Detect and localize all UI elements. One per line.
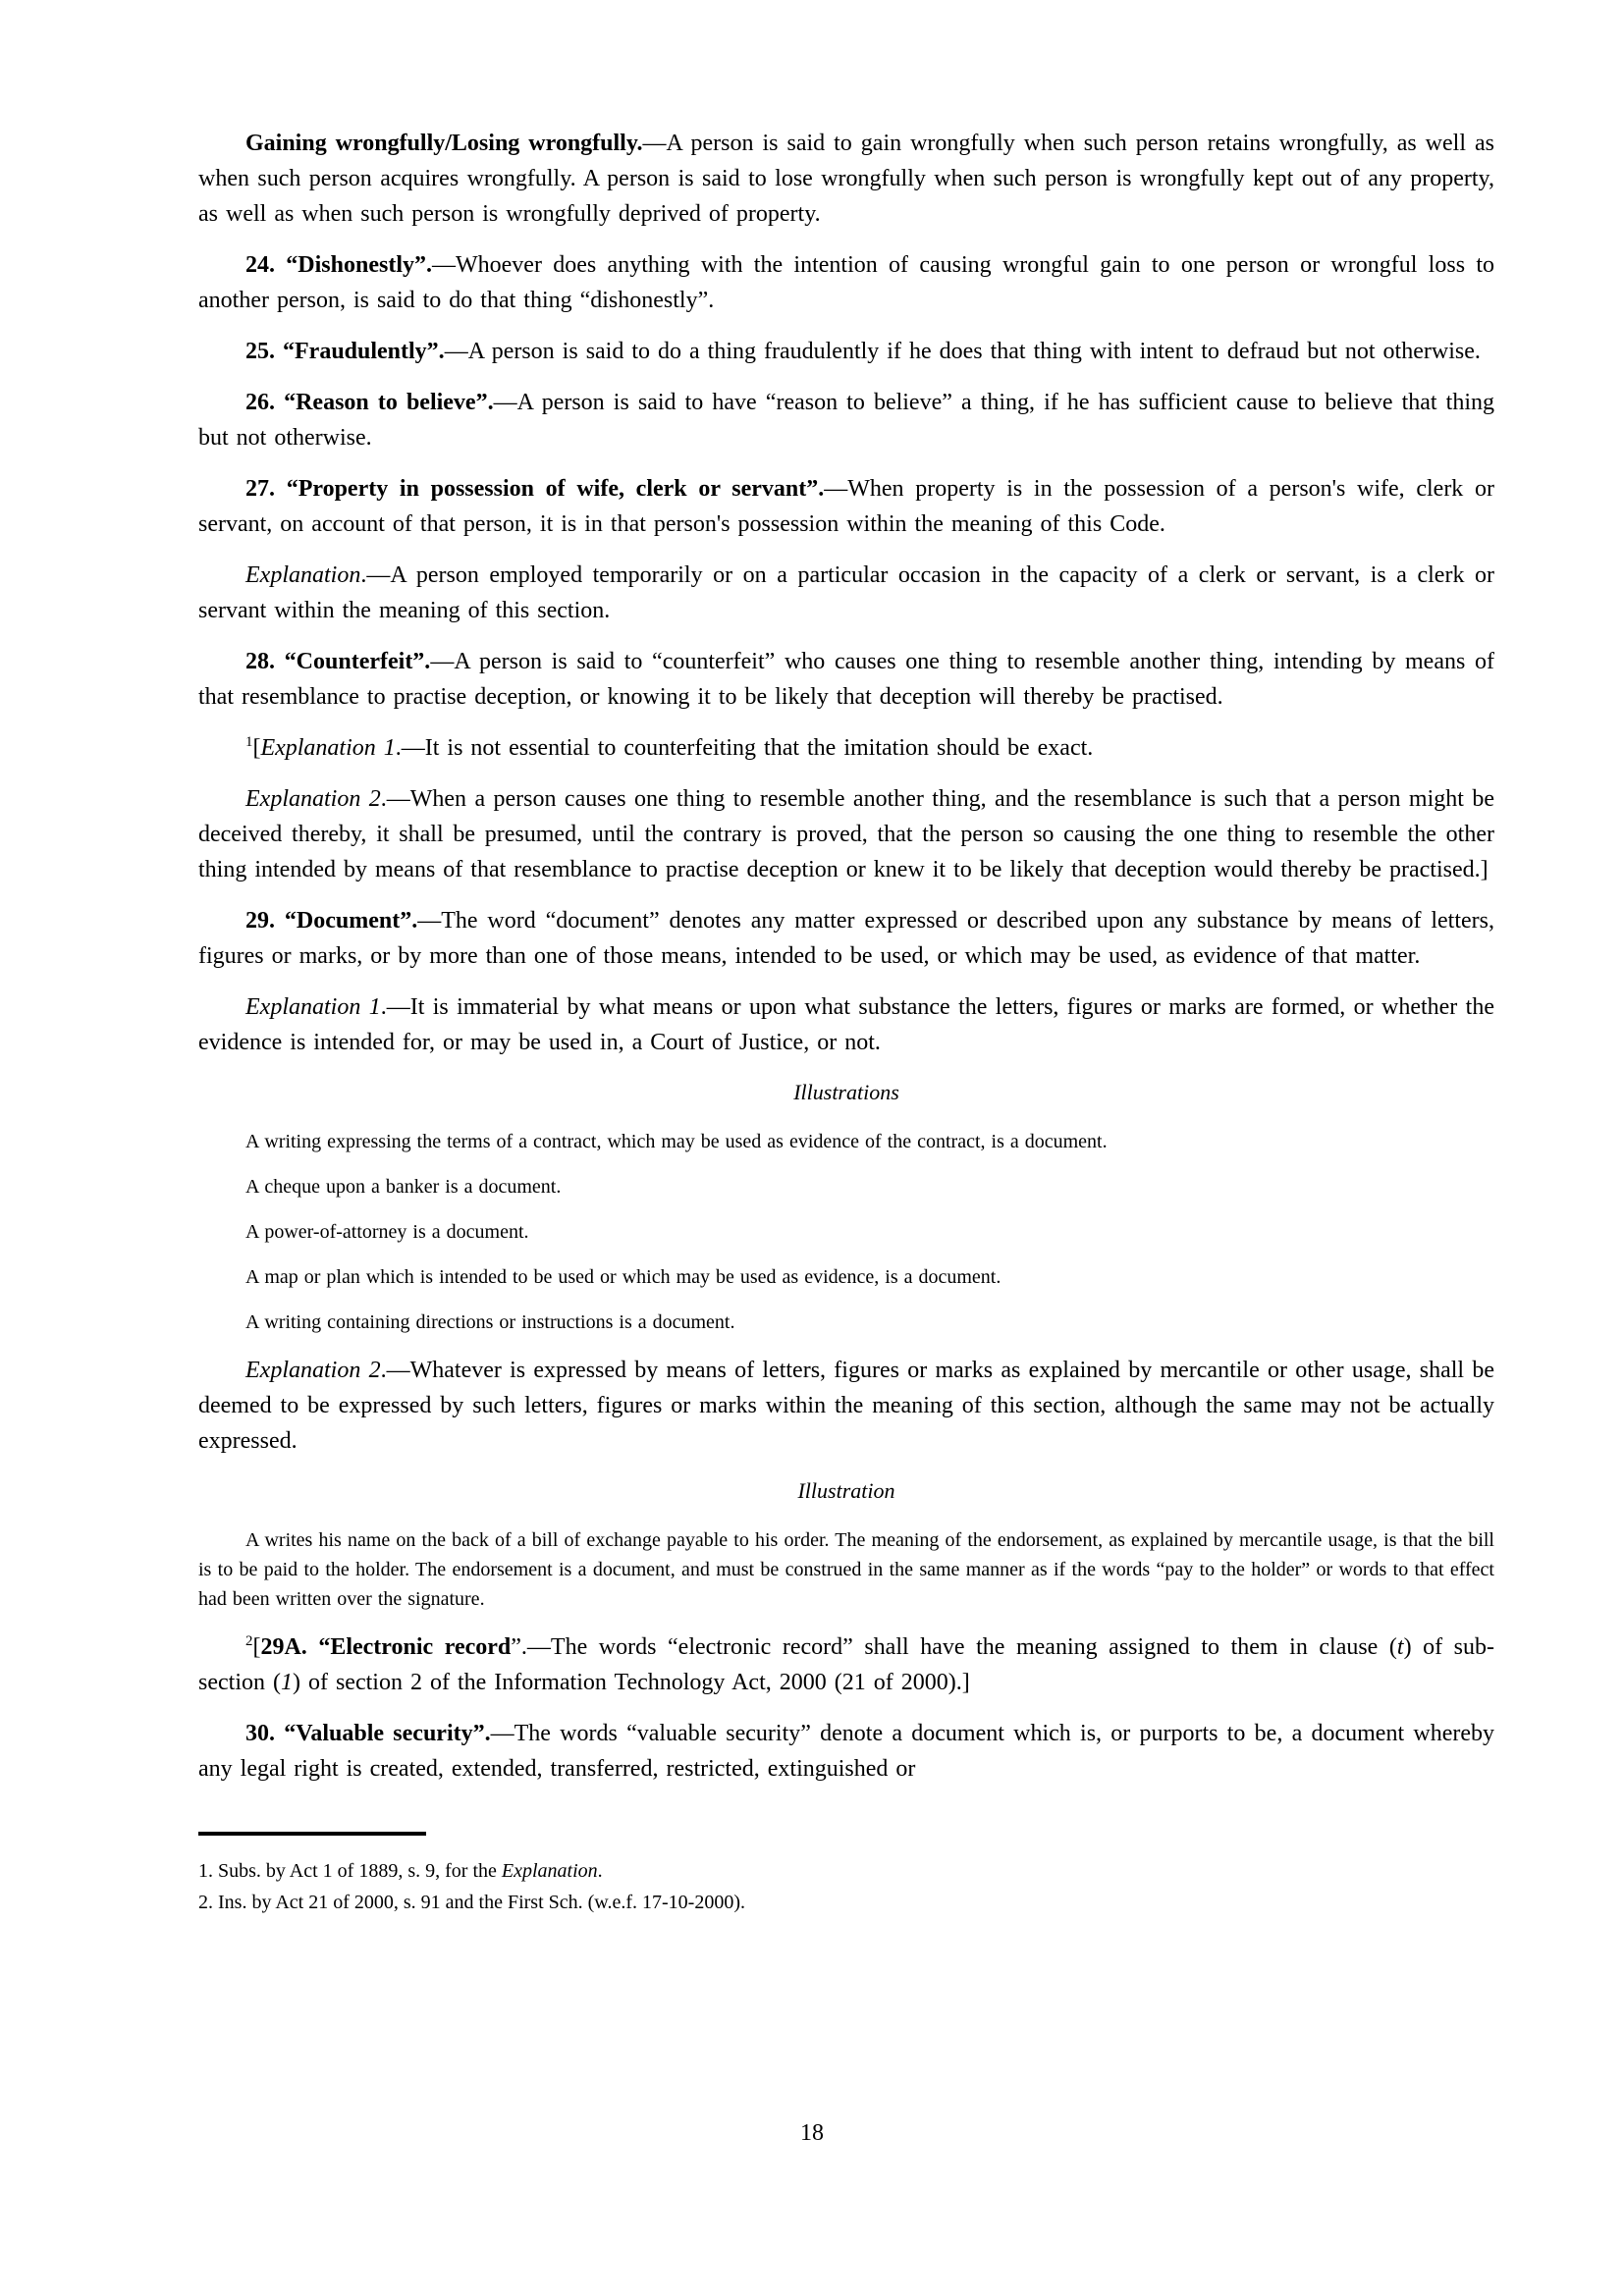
text-run: —The word “document” denotes any matter expressed or described upon any substance by means of letters, figures or marks, or by more than one of those means, intended to be used, or which may be used, as evidence of that matter. (198, 908, 1494, 969)
text-run: —A person is said to “counterfeit” who causes one thing to resemble another thing, intending by means of that resemblance to practise deception, or knowing it to be likely that deception will thereby be practised. (198, 649, 1494, 710)
section-heading (198, 1078, 1494, 1107)
footnote-item (198, 1887, 1494, 1918)
text-run: Gaining wrongfully/Losing wrongfully. (245, 131, 643, 156)
text-run: —The words “valuable security” denote a document which is, or purports to be, a document whereby any legal right is created, extended, transferred, restricted, extinguished or (198, 1721, 1494, 1782)
text-run: A cheque upon a banker is a document. (245, 1176, 562, 1198)
text-run: 2. Ins. by Act 21 of 2000, s. 91 and the First Sch. (w.e.f. 17-10-2000). (198, 1892, 745, 1913)
text-run: —Whoever does anything with the intention of causing wrongful gain to one person or wrongful loss to another person, is said to do that thing “dishonestly”. (198, 252, 1495, 313)
footnotes-list (198, 1855, 1494, 1918)
text-run: 26. “Reason to believe”. (245, 390, 494, 415)
text-run: —A person is said to gain wrongfully when such person retains wrongfully, as well as when such person acquires wrongfully. A person is said to lose wrongfully when such person is wrongfully kept out of any property, as well as when such person is wrongfully deprived of property. (198, 131, 1494, 227)
illustration-item (198, 1172, 1494, 1201)
paragraph (198, 644, 1494, 715)
illustration-item (198, 1127, 1494, 1156)
text-run: ) of sub-section ( (198, 1634, 1494, 1695)
illustration-item (198, 1525, 1494, 1614)
paragraph (198, 1353, 1494, 1459)
page-number: 18 (800, 2120, 824, 2146)
text-run: 24. “Dishonestly”. (245, 252, 432, 278)
text-run: —A person is said to have “reason to believe” a thing, if he has sufficient cause to believe that thing but not otherwise. (198, 390, 1494, 451)
paragraph (198, 1716, 1494, 1787)
text-run: . (597, 1860, 603, 1882)
paragraph (198, 471, 1494, 542)
text-run: [ (252, 1634, 261, 1660)
text-run: 25. “Fraudulently”. (245, 339, 445, 364)
text-run: 1 (280, 1670, 293, 1695)
text-run: —A person is said to do a thing fraudulently if he does that thing with intent to defraud but not otherwise. (444, 339, 1481, 364)
text-run: —When property is in the possession of a person's wife, clerk or servant, on account of that person, it is in that person's possession within the meaning of this Code. (198, 476, 1494, 537)
paragraph (198, 1629, 1494, 1700)
text-run: Explanation 2 (245, 1358, 381, 1383)
text-run: A writes his name on the back of a bill of exchange payable to his order. The meaning of the endorsement, as explained by mercantile usage, is that the bill is to be paid to the holder. The endorsement is a document, and must be construed in the same manner as if the words “pay to the holder” or words to that effect had been written over the signature. (198, 1529, 1494, 1610)
text-run: A writing containing directions or instructions is a document. (245, 1311, 735, 1333)
text-run: Explanation (245, 562, 361, 588)
text-run: ”.—The words “electronic record” shall have the meaning assigned to them in clause ( (511, 1634, 1397, 1660)
illustration-item (198, 1308, 1494, 1337)
text-run: 2 (245, 1633, 253, 1649)
text-run: A power-of-attorney is a document. (245, 1221, 529, 1243)
footnote-item (198, 1855, 1494, 1887)
paragraph (198, 385, 1494, 455)
text-run: Explanation 1 (260, 735, 396, 761)
text-run: t (1396, 1634, 1404, 1660)
text-run: .—It is immaterial by what means or upon what substance the letters, figures or marks are formed, or whether the evidence is intended for, or may be used in, a Court of Justice, or not. (198, 994, 1494, 1055)
paragraph (198, 126, 1494, 232)
text-run: 28. “Counterfeit”. (245, 649, 431, 674)
text-run: Illustration (797, 1478, 895, 1503)
text-run: Explanation 2 (245, 786, 381, 812)
text-run: A map or plan which is intended to be used or which may be used as evidence, is a document. (245, 1266, 1001, 1288)
paragraph (198, 903, 1494, 974)
text-run: [ (252, 735, 261, 761)
paragraph (198, 781, 1494, 887)
text-run: .—A person employed temporarily or on a particular occasion in the capacity of a clerk or servant, is a clerk or servant within the meaning of this section. (198, 562, 1494, 623)
text-run: .—It is not essential to counterfeiting that the imitation should be exact. (395, 735, 1094, 761)
text-run: 1. Subs. by Act 1 of 1889, s. 9, for the (198, 1860, 502, 1882)
illustration-item (198, 1217, 1494, 1247)
text-run: 27. “Property in possession of wife, clerk or servant”. (245, 476, 825, 502)
text-run: 29A. “Electronic record (260, 1634, 512, 1660)
paragraph (198, 989, 1494, 1060)
text-run: 30. “Valuable security”. (245, 1721, 491, 1746)
paragraph (198, 334, 1494, 369)
paragraph (198, 558, 1494, 628)
footnote-section (198, 1832, 1494, 1918)
text-run: 1 (245, 734, 253, 750)
paragraph (198, 247, 1494, 318)
text-run: ) of section 2 of the Information Technology Act, 2000 (21 of 2000).] (292, 1670, 970, 1695)
text-run: 29. “Document”. (245, 908, 418, 934)
text-run: .—Whatever is expressed by means of letters, figures or marks as explained by mercantile or other usage, shall be deemed to be expressed by such letters, figures or marks within the meaning of this section, although the same may not be actually expressed. (198, 1358, 1494, 1454)
text-run: Explanation 1 (245, 994, 381, 1020)
text-run: .—When a person causes one thing to resemble another thing, and the resemblance is such that a person might be deceived thereby, it shall be presumed, until the contrary is proved, that the person so causing the one thing to resemble the other thing intended by means of that resemblance to practise deception or knew it to be likely that deception would thereby be practised.] (198, 786, 1494, 882)
text-run: A writing expressing the terms of a contract, which may be used as evidence of the contract, is a document. (245, 1131, 1108, 1152)
footnote-divider (198, 1832, 426, 1836)
illustration-item (198, 1262, 1494, 1292)
paragraph (198, 730, 1494, 766)
text-run: Illustrations (793, 1080, 899, 1104)
document-body (198, 126, 1494, 1787)
section-heading (198, 1476, 1494, 1506)
text-run: Explanation (501, 1860, 598, 1882)
